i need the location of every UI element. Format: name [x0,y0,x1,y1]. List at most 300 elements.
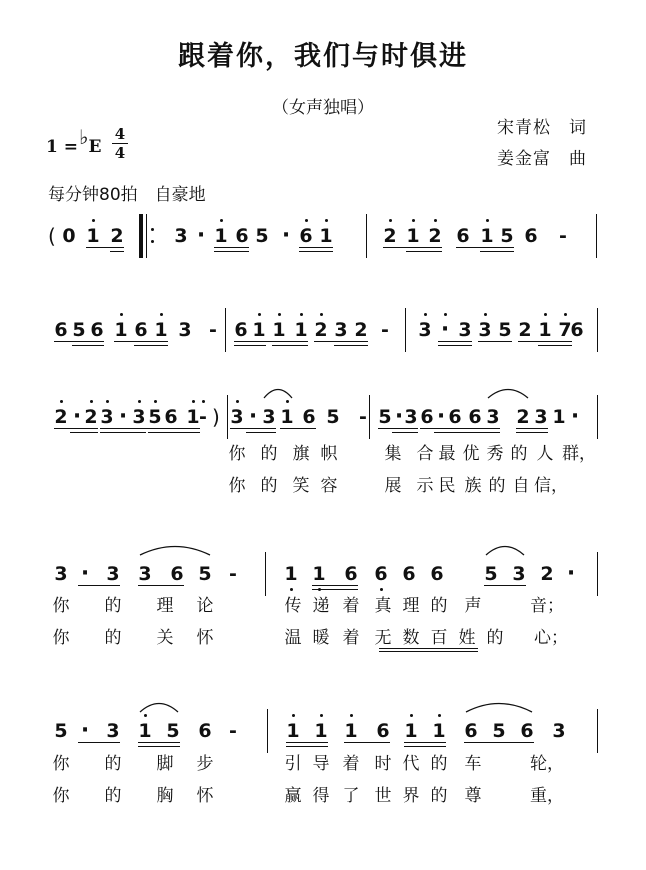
bar-line [227,395,228,439]
beam-line [100,432,146,433]
note: 1 [538,319,552,341]
beam-line [406,247,442,248]
note: · [570,404,580,429]
bar-line [225,308,226,352]
note: 6 [134,319,148,341]
note: 6 [299,225,313,247]
lyric-char: 真 [374,596,392,616]
octave-dot-above [258,313,261,316]
note: 6 [420,406,434,428]
note: 3 [334,319,348,341]
lyric-char: 尊 [464,786,482,806]
lyric-char: 展 [384,476,402,496]
lyric-char: 笑 [292,476,310,496]
octave-dot-above [160,313,163,316]
note: · [436,404,446,429]
note: 1 [406,225,420,247]
note: 5 [166,720,180,742]
lyric-char: 你 [228,444,246,464]
beam-line [404,742,446,743]
beam-line [110,251,124,252]
lyric-char: 族 [464,476,482,496]
beam-line [286,742,328,743]
octave-dot-above [389,219,392,222]
octave-dot-above [544,313,547,316]
note: 1 [319,225,333,247]
beam-line [78,742,120,743]
note: 1 [312,563,326,585]
key-prefix: 1 = [46,137,78,157]
note: 3 [534,406,548,428]
performance-note: （女声独唱） [272,98,374,118]
note: 2 [540,563,554,585]
flat-icon: ♭ [79,125,89,149]
beam-line [420,428,500,429]
octave-dot-above [236,400,239,403]
lyric-char: 旗 [292,444,310,464]
lyric-char: 你 [52,596,70,616]
octave-dot-below [290,588,293,591]
note: 2 [54,406,68,428]
note: · [80,561,90,586]
beam-line [314,341,368,342]
octave-dot-above [292,714,295,717]
octave-dot-above [202,400,205,403]
octave-dot-above [486,219,489,222]
slur [139,699,179,713]
note: 3 [262,406,276,428]
lyric-char: 导 [312,754,330,774]
lyric-char: 秀 [486,444,504,464]
composer-credit: 姜金富 曲 [497,149,587,169]
note: 3 [138,563,152,585]
note: 0 [62,225,76,247]
octave-dot-above [120,313,123,316]
note: 1 [86,225,100,247]
bar-line [597,552,598,596]
beam-line [516,432,548,433]
beam-line [299,251,333,252]
lyric-char: 论 [196,596,214,616]
beam-line [86,247,124,248]
beam-line [138,585,184,586]
beam-line [230,428,276,429]
note: 1 [272,319,286,341]
beam-line [214,251,249,252]
note: - [199,406,207,428]
lyric-char: 的 [104,628,122,648]
octave-dot-above [106,400,109,403]
bar-line [366,214,367,258]
octave-dot-above [90,400,93,403]
note: 6 [524,225,538,247]
note: 5 [198,563,212,585]
note: - [559,225,567,247]
lyric-char: 容 [320,476,338,496]
beam-line [272,345,308,346]
slur [465,699,533,713]
tempo-marking: 每分钟80拍 自豪地 [48,185,206,205]
octave-dot-above [350,714,353,717]
octave-dot-below [380,588,383,591]
octave-dot-above [410,714,413,717]
lyric-char: 自 [512,476,530,496]
lyric-char: 群， [562,444,596,464]
note: 6 [448,406,462,428]
lyric-char: 着 [342,596,360,616]
bar-line [597,395,598,439]
beam-line [286,746,328,747]
note: - [381,319,389,341]
beam-line [434,432,500,433]
note: 5 [378,406,392,428]
note: 6 [464,720,478,742]
note: - [229,720,237,742]
octave-dot-above [564,313,567,316]
note: 7 [558,319,572,341]
note: 2 [383,225,397,247]
key-tonic: E [88,137,102,157]
note: 1 [284,563,298,585]
beam-line [478,341,512,342]
note: · [72,404,82,429]
lyric-underline [379,648,478,649]
lyric-char: 轮， [530,754,564,774]
lyric-char: 得 [312,786,330,806]
note: 6 [376,720,390,742]
octave-dot-above [60,400,63,403]
note: - [209,319,217,341]
lyric-char: 的 [104,786,122,806]
beam-line [100,428,200,429]
note: 1 [138,720,152,742]
note: 1 [114,319,128,341]
bar-line [597,308,598,352]
lyric-char: 温 [284,628,302,648]
lyric-char: 界 [402,786,420,806]
note: 5 [148,406,162,428]
slur [263,385,293,399]
note: · [281,223,291,248]
note: 3 [458,319,472,341]
lyric-char: 音； [530,596,564,616]
beam-line [480,251,514,252]
note: 3 [230,406,244,428]
lyric-char: 递 [312,596,330,616]
note: 6 [468,406,482,428]
note: · [394,404,404,429]
octave-dot-above [144,714,147,717]
note: 6 [344,563,358,585]
beam-line [72,345,104,346]
note: - [229,563,237,585]
lyric-char: 的 [260,444,278,464]
beam-line [114,341,168,342]
beam-line [538,345,572,346]
note: 1 [552,406,566,428]
note: - [359,406,367,428]
lyric-char: 民 [438,476,456,496]
octave-dot-above [320,714,323,717]
beam-line [312,585,358,586]
note: 2 [428,225,442,247]
lyric-char: 百 [430,628,448,648]
note: 6 [198,720,212,742]
lyric-char: 的 [486,628,504,648]
note: 6 [235,225,249,247]
note: 3 [478,319,492,341]
bar-line [597,709,598,753]
note: 6 [374,563,388,585]
note: 5 [484,563,498,585]
lyric-char: 的 [104,596,122,616]
beam-line [246,432,276,433]
note: 6 [54,319,68,341]
beam-line [280,428,316,429]
lyric-char: 你 [52,754,70,774]
octave-dot-above [305,219,308,222]
lyric-char: 暖 [312,628,330,648]
lyric-char: 人 [536,444,554,464]
note: · [440,317,450,342]
time-signature [112,126,128,161]
lyric-char: 赢 [284,786,302,806]
note: 1 [214,225,228,247]
octave-dot-above [278,313,281,316]
note: 1 [344,720,358,742]
note: 3 [404,406,418,428]
note: 1 [252,319,266,341]
note: 2 [518,319,532,341]
lyric-char: 的 [104,754,122,774]
octave-dot-above [444,313,447,316]
lyric-char: 数 [402,628,420,648]
beam-line [392,432,418,433]
note: 6 [164,406,178,428]
note: 3 [486,406,500,428]
time-signature-top: 4 [114,125,126,143]
lyric-char: 示 [416,476,434,496]
lyric-char: 合 [416,444,434,464]
bar-line [405,308,406,352]
lyric-char: 了 [342,786,360,806]
note: 3 [174,225,188,247]
lyric-char: 姓 [458,628,476,648]
note: 3 [100,406,114,428]
note: 5 [492,720,506,742]
note: 3 [132,406,146,428]
lyric-char: 理 [402,596,420,616]
note: 5 [326,406,340,428]
lyric-char: 声 [464,596,482,616]
lyric-char: 的 [430,786,448,806]
beam-line [404,746,446,747]
slur [139,542,211,556]
lyric-char: 重， [530,786,564,806]
lyric-char: 的 [488,476,506,496]
lyric-char: 的 [430,596,448,616]
lyric-char: 引 [284,754,302,774]
note: 6 [170,563,184,585]
lyric-char: 的 [430,754,448,774]
octave-dot-above [300,313,303,316]
note: 2 [516,406,530,428]
note: 6 [430,563,444,585]
lyric-char: 理 [156,596,174,616]
octave-dot-above [220,219,223,222]
lyric-char: 集 [384,444,402,464]
lyric-char: 你 [52,628,70,648]
octave-dot-above [320,313,323,316]
slur [487,385,529,399]
note: 1 [154,319,168,341]
note: 1 [294,319,308,341]
lyric-char: 车 [464,754,482,774]
note: 6 [302,406,316,428]
close-parenthesis: ) [212,405,220,429]
note: 6 [402,563,416,585]
lyric-char: 步 [196,754,214,774]
beam-line [134,345,168,346]
note: 1 [404,720,418,742]
note: 5 [498,319,512,341]
beam-line [438,341,472,342]
note: 2 [314,319,328,341]
beam-line [138,746,180,747]
time-signature-bottom: 4 [114,144,126,162]
lyric-char: 胸 [156,786,174,806]
note: 1 [186,406,200,428]
note: 3 [552,720,566,742]
lyric-char: 关 [156,628,174,648]
lyric-char: 无 [374,628,392,648]
lyric-char: 怀 [196,628,214,648]
lyric-char: 最 [438,444,456,464]
note: 3 [54,563,68,585]
beam-line [378,428,418,429]
note: 6 [90,319,104,341]
beam-line [234,345,266,346]
note: 2 [84,406,98,428]
note: 6 [234,319,248,341]
note: 5 [500,225,514,247]
lyric-char: 着 [342,754,360,774]
lyric-char: 世 [374,786,392,806]
beam-line [438,345,472,346]
bar-line [267,709,268,753]
slur [485,542,525,556]
beam-line [299,247,333,248]
octave-dot-above [286,400,289,403]
lyric-char: 着 [342,628,360,648]
octave-dot-above [424,313,427,316]
lyric-char: 代 [402,754,420,774]
lyric-char: 你 [228,476,246,496]
beam-line [518,341,572,342]
lyric-char: 信， [534,476,568,496]
octave-dot-above [192,400,195,403]
repeat-bar-thick [139,214,143,258]
lyric-char: 帜 [320,444,338,464]
key-signature [46,125,102,157]
beam-line [54,341,104,342]
beam-line [70,432,98,433]
note: · [80,718,90,743]
lyric-underline [379,651,478,652]
bar-line [596,214,597,258]
lyric-char: 的 [510,444,528,464]
lyric-char: 时 [374,754,392,774]
note: 3 [512,563,526,585]
beam-line [516,428,548,429]
note: · [248,404,258,429]
lyric-char: 传 [284,596,302,616]
octave-dot-above [325,219,328,222]
beam-line [214,247,249,248]
lyric-char: 脚 [156,754,174,774]
octave-dot-above [438,714,441,717]
note: 1 [280,406,294,428]
open-parenthesis: ( [48,224,56,248]
lyric-char: 你 [52,786,70,806]
note: · [196,223,206,248]
note: 6 [520,720,534,742]
note: 1 [432,720,446,742]
repeat-bar-thin [146,214,147,258]
octave-dot-above [434,219,437,222]
song-title: 跟着你，我们与时俱进 [178,41,468,72]
beam-line [54,428,98,429]
note: 6 [456,225,470,247]
note: · [566,561,576,586]
beam-line [480,247,514,248]
beam-line [138,742,180,743]
lyric-char: 优 [462,444,480,464]
bar-line [265,552,266,596]
beam-line [464,742,534,743]
note: 3 [106,720,120,742]
note: 5 [72,319,86,341]
repeat-dot [151,228,154,231]
note: 5 [54,720,68,742]
note: 6 [570,319,584,341]
note: 1 [480,225,494,247]
beam-line [334,345,368,346]
repeat-dot [151,240,154,243]
beam-line [234,341,308,342]
note: 2 [110,225,124,247]
lyric-char: 心； [534,628,568,648]
note: 2 [354,319,368,341]
note: 5 [255,225,269,247]
note: 3 [178,319,192,341]
octave-dot-above [412,219,415,222]
note: 1 [314,720,328,742]
beam-line [312,589,358,590]
beam-line [148,432,200,433]
octave-dot-above [154,400,157,403]
note: 3 [418,319,432,341]
note: 1 [286,720,300,742]
note: · [118,404,128,429]
beam-line [406,251,442,252]
note: 3 [106,563,120,585]
lyricist-credit: 宋青松 词 [497,118,587,138]
beam-line [344,742,390,743]
octave-dot-above [92,219,95,222]
bar-line [369,395,370,439]
beam-line [78,585,120,586]
